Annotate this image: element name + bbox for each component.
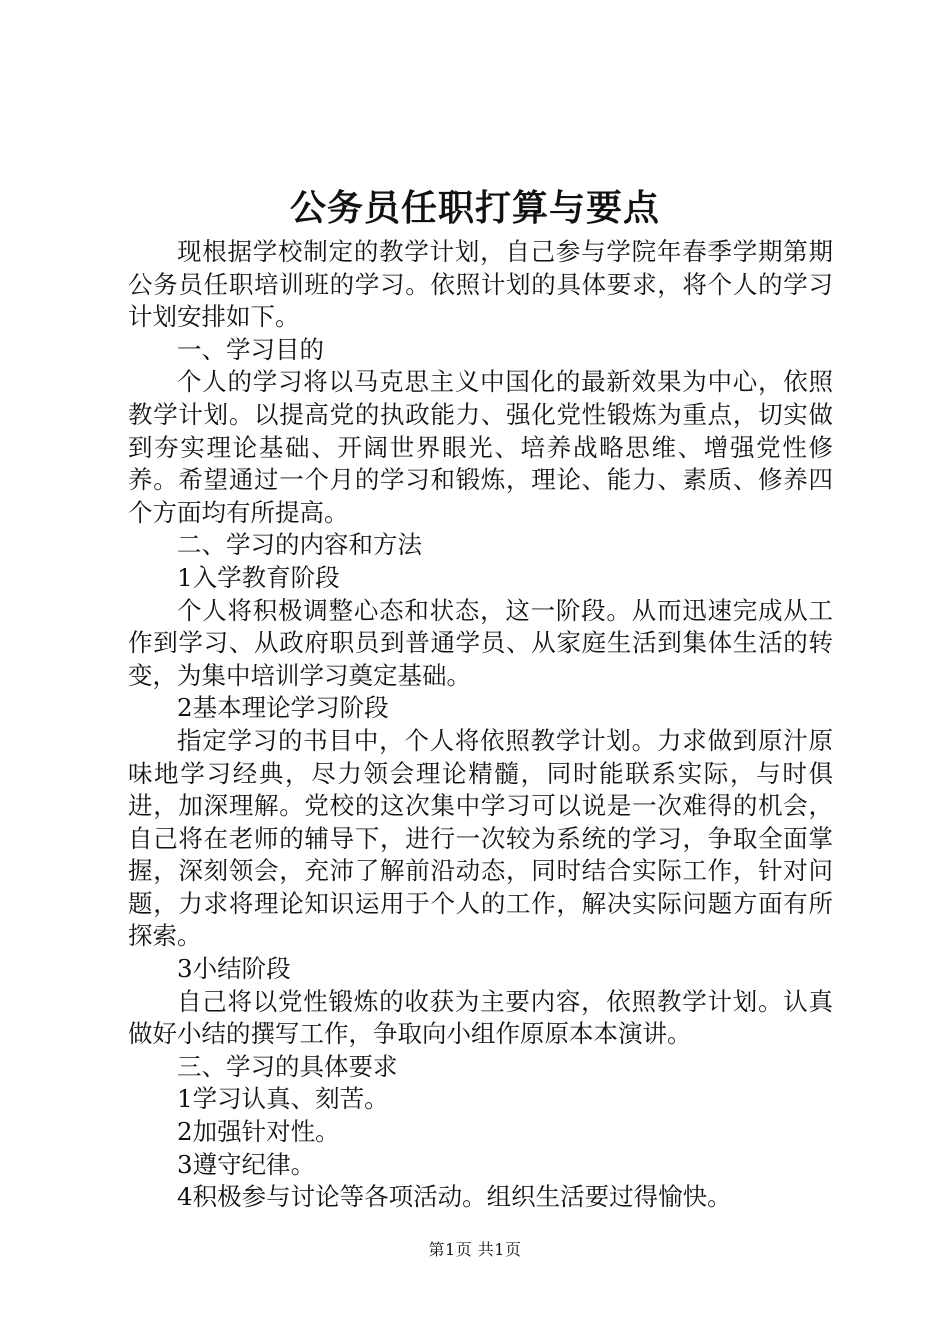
requirement-item: 1学习认真、刻苦。 [177,1084,389,1114]
paragraph-learning-goal: 个人的学习将以马克思主义中国化的最新效果为中心，依照教学计划。以提高党的执政能力、强化党性锻炼为重点，切实做到夯实理论基础、开阔世界眼光、培养战略思维、增强党性修养。希望通过一个月的学习和锻炼，理论、能力、素质、修养四个方面均有所提高。 [128,367,833,527]
heading-content-method: 二、学习的内容和方法 [177,530,422,560]
subheading-theory-stage: 2基本理论学习阶段 [177,693,389,723]
subheading-orientation-stage: 1入学教育阶段 [177,562,340,592]
paragraph-theory-stage: 指定学习的书目中，个人将依照教学计划。力求做到原汁原味地学习经典，尽力领会理论精髓，同时能联系实际，与时俱进，加深理解。党校的这次集中学习可以说是一次难得的机会，自己将在老师的辅导下，进行一次较为系统的学习，争取全面掌握，深刻领会，充沛了解前沿动态，同时结合实际工作，针对问题，力求将理论知识运用于个人的工作，解决实际问题方面有所探索。 [128,725,833,951]
requirement-item: 3遵守纪律。 [177,1149,316,1179]
document-body [128,236,833,1214]
subheading-summary-stage: 3小结阶段 [177,954,291,984]
paragraph-orientation-stage: 个人将积极调整心态和状态，这一阶段。从而迅速完成从工作到学习、从政府职员到普通学员、从家庭生活到集体生活的转变，为集中培训学习奠定基础。 [128,595,833,690]
document-title: 公务员任职打算与要点 [289,187,660,229]
heading-requirements: 三、学习的具体要求 [177,1051,398,1081]
paragraph-summary-stage: 自己将以党性锻炼的收获为主要内容，依照教学计划。认真做好小结的撰写工作，争取向小组作原原本本演讲。 [128,986,833,1049]
paragraph-intro: 现根据学校制定的教学计划，自己参与学院年春季学期第期公务员任职培训班的学习。依照计划的具体要求，将个人的学习计划安排如下。 [128,237,833,332]
heading-learning-goal: 一、学习目的 [177,334,324,364]
requirement-item: 4积极参与讨论等各项活动。组织生活要过得愉快。 [177,1182,732,1212]
requirement-item: 2加强针对性。 [177,1117,340,1147]
page-footer: 第1页 共1页 [428,1240,522,1259]
